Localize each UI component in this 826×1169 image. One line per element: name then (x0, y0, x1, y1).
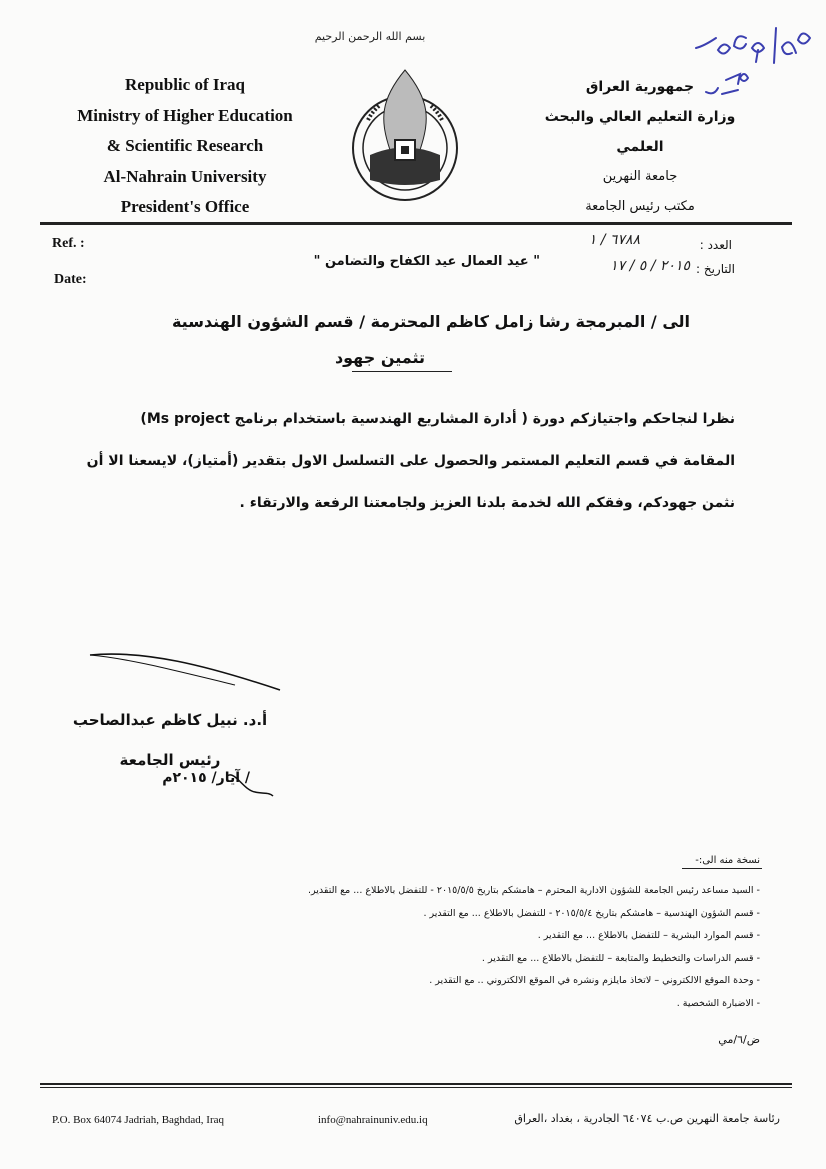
office-name-ar: مكتب رئيس الجامعة (585, 199, 695, 214)
footer-address-ar: رئاسة جامعة النهرين ص.ب ٦٤٠٧٤ الجادرية ، بغداد ،العراق (514, 1112, 780, 1125)
ministry-name-en-cont: & Scientific Research (106, 136, 264, 155)
country-name-ar: جمهورية العراق (585, 79, 695, 95)
footer-divider (40, 1083, 792, 1085)
signature-flourish (225, 770, 275, 800)
date-label-ar: التاريخ : (695, 262, 735, 276)
slogan: " عيد العمال عيد الكفاح والتضامن " (313, 254, 540, 269)
copy-item: - السيد مساعد رئيس الجامعة للشؤون الادارية المحترم – هامشكم بتاريخ ٢٠١٥/٥/٥ - للتفضل بالاطلاع ... مع التقدير. (308, 885, 760, 896)
country-name-en: Republic of Iraq (125, 75, 245, 94)
body-line-2: المقامة في قسم التعليم المستمر والحصول على التسلسل الاول بتقدير (أمتياز)، لايسعنا الا أن (86, 453, 735, 469)
copy-item: - قسم الدراسات والتخطيط والمتابعة – للتفضل بالاطلاع ... مع التقدير . (481, 952, 760, 964)
footer-email: info@nahrainuniv.edu.iq (318, 1114, 428, 1126)
signatory-title: رئيس الجامعة (119, 751, 221, 769)
ref-number: ٦٧٨٨ / ١ (588, 232, 640, 248)
copy-item: - وحدة الموقع الالكتروني – لاتخاذ مايلزم ونشره في الموقع الالكتروني .. مع التقدير . (429, 975, 760, 986)
typist-initials: ض/٦/مي (718, 1033, 760, 1046)
footer-divider-thin (40, 1087, 792, 1088)
signatory-name: أ.د. نبيل كاظم عبدالصاحب (72, 711, 268, 729)
header-divider (40, 222, 792, 225)
ministry-name-ar: وزارة التعليم العالي والبحث العلمي (544, 109, 736, 155)
copies-underline (682, 868, 762, 869)
footer-pobox: P.O. Box 64074 Jadriah, Baghdad, Iraq (52, 1114, 225, 1126)
university-name-en: Al-Nahrain University (103, 166, 267, 186)
date-value: ٢٠١٥ / ٥ / ١٧ (610, 258, 690, 274)
body-line-3: نثمن جهودكم، وفقكم الله لخدمة بلدنا العزيز ولجامعتنا الرفعة والارتقاء . (239, 495, 735, 511)
university-name-ar: جامعة النهرين (602, 169, 678, 184)
number-label-ar: العدد : (699, 238, 732, 252)
recipient: الى / المبرمجة رشا زامل كاظم المحترمة / قسم الشؤون الهندسية (171, 312, 690, 331)
date-label: Date: (54, 272, 87, 287)
body-line-1: نظرا لنجاحكم واجتيازكم دورة ( أدارة المشاريع الهندسية باستخدام برنامج Ms project) (140, 411, 735, 427)
copies-list (180, 880, 760, 1015)
subject: تثمين جهود (334, 348, 426, 367)
signature-date: / آيار/ ٢٠١٥م (162, 770, 250, 786)
copy-item: - قسم الشؤون الهندسية – هامشكم بتاريخ ٢٠١٥/٥/٤ - للتفضل بالاطلاع ... مع التقدير . (423, 907, 760, 919)
subject-underline (352, 371, 452, 372)
office-name-en: President's Office (120, 197, 250, 216)
signatory-block (60, 700, 280, 780)
handwritten-signature (85, 640, 285, 700)
ref-label: Ref. : (52, 236, 85, 251)
copy-item: - قسم الموارد البشرية – للتفضل بالاطلاع ... مع التقدير . (537, 930, 760, 941)
letter-body (65, 398, 735, 524)
ministry-name-en: Ministry of Higher Education (77, 105, 293, 125)
handwritten-annotation (660, 18, 820, 108)
copies-title: نسخة منه الى:- (695, 855, 760, 866)
copy-item: - الاضبارة الشخصية . (676, 997, 760, 1009)
university-logo (340, 60, 470, 210)
english-letterhead (40, 70, 330, 223)
basmala: بسم الله الرحمن الرحيم (314, 30, 426, 43)
